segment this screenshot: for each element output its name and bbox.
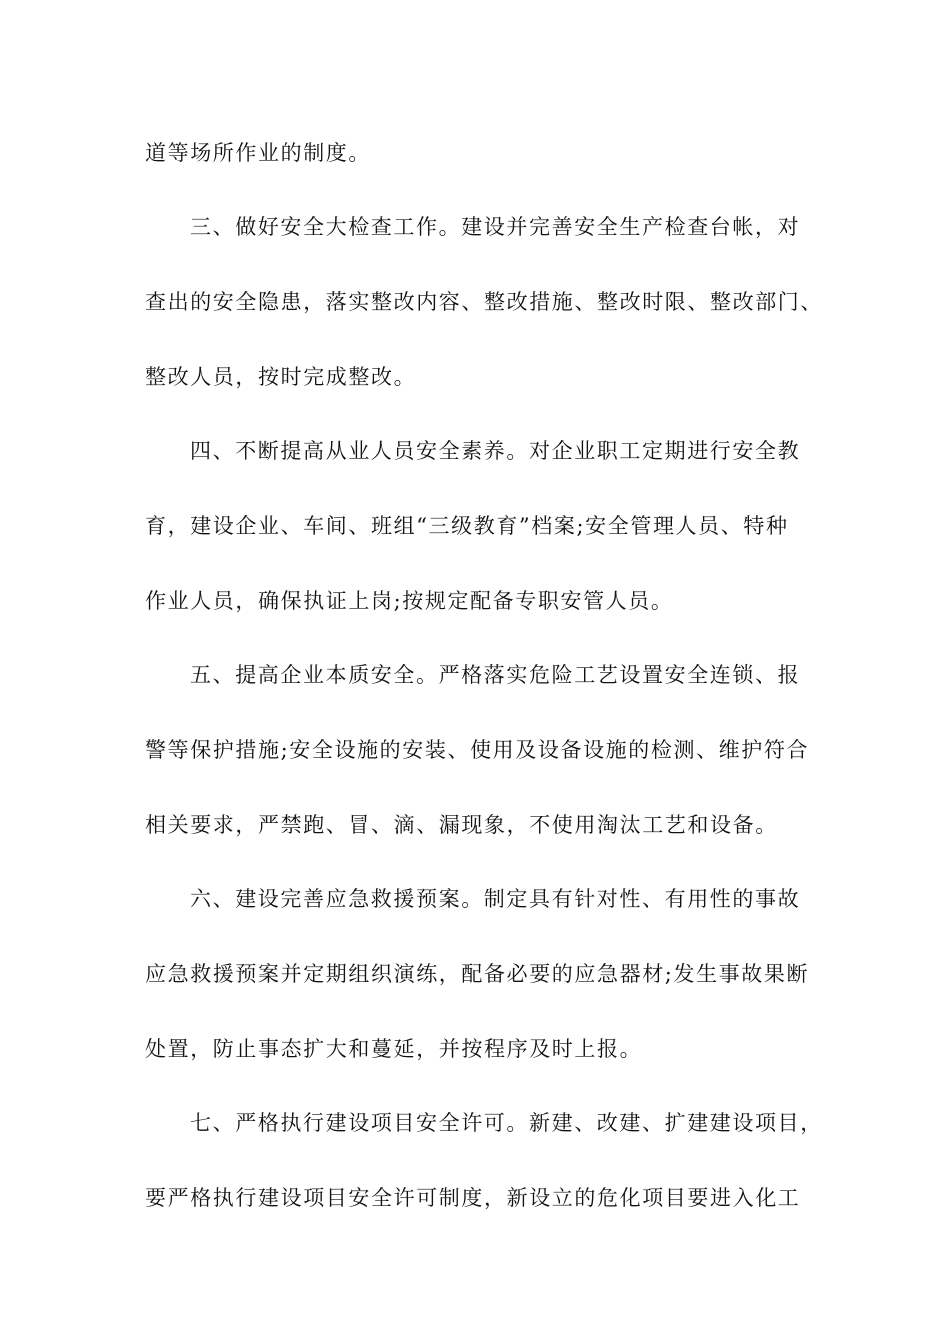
text-line: 三、做好安全大检查工作。建设并完善安全生产检查台帐，对: [190, 215, 801, 239]
text-line: 应急救援预案并定期组织演练，配备必要的应急器材;发生事故果断: [145, 962, 810, 986]
text-line: 要严格执行建设项目安全许可制度，新设立的危化项目要进入化工: [145, 1186, 801, 1210]
text-line: 处置，防止事态扩大和蔓延，并按程序及时上报。: [145, 1037, 643, 1061]
text-line: 道等场所作业的制度。: [145, 141, 371, 165]
text-line: 五、提高企业本质安全。严格落实危险工艺设置安全连锁、报: [190, 663, 801, 687]
text-line: 六、建设完善应急救援预案。制定具有针对性、有用性的事故: [190, 887, 801, 911]
text-line: 相关要求，严禁跑、冒、滴、漏现象，不使用淘汰工艺和设备。: [145, 813, 778, 837]
text-line: 育，建设企业、车间、班组“三级教育”档案;安全管理人员、特种: [145, 514, 789, 538]
text-line: 查出的安全隐患，落实整改内容、整改措施、整改时限、整改部门、: [145, 290, 823, 314]
text-line: 警等保护措施;安全设施的安装、使用及设备设施的检测、维护符合: [145, 738, 810, 762]
text-line: 整改人员，按时完成整改。: [145, 365, 417, 389]
text-line: 四、不断提高从业人员安全素养。对企业职工定期进行安全教: [190, 439, 801, 463]
text-line: 作业人员，确保执证上岗;按规定配备专职安管人员。: [145, 589, 674, 613]
text-line: 七、严格执行建设项目安全许可。新建、改建、扩建建设项目，: [190, 1111, 823, 1135]
